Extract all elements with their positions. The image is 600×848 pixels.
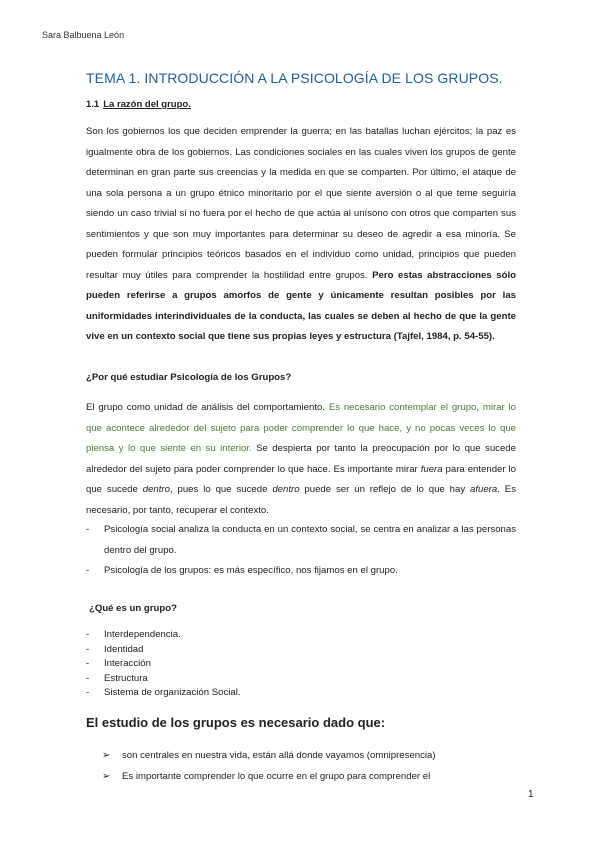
list-item-text: Interacción xyxy=(104,658,151,669)
list-item xyxy=(86,628,241,643)
italic-text: fuera xyxy=(420,463,443,475)
list-item-text: Sistema de organización Social. xyxy=(104,687,241,698)
dash-bullet: - xyxy=(86,643,90,655)
text-span: Se despierta por tanto la preocupación por lo que sucede alrededor del sujeto para poder comprender lo que hace. Es importante mirar xyxy=(86,443,516,475)
list-item xyxy=(86,643,241,658)
question-heading-what: ¿Qué es un grupo? xyxy=(89,603,177,614)
list-item-text: Psicología social analiza la conducta en un contexto social, se centra en analizar a las personas dentro del grupo. xyxy=(104,524,516,556)
list-item-text: Estructura xyxy=(104,672,148,684)
list-item-text: Identidad xyxy=(104,643,144,655)
list-item xyxy=(86,657,241,672)
dash-bullet: - xyxy=(86,524,90,535)
text-span: puede ser un reflejo de lo que hay xyxy=(299,484,471,495)
dash-bullet: - xyxy=(86,565,90,576)
list-item xyxy=(102,745,436,766)
text-span: . Es necesario, por tanto, recuperar el contexto. xyxy=(86,484,516,516)
list-item-text: son centrales en nuestra vida, están allá donde vayamos (omnipresencia) xyxy=(122,750,436,761)
list-item xyxy=(86,561,516,582)
italic-text: dentro xyxy=(272,484,300,495)
arrow-bullet-icon: ➢ xyxy=(102,750,111,761)
paragraph-group-unit xyxy=(86,398,516,521)
list-item xyxy=(86,520,516,561)
dash-bullet: - xyxy=(86,687,90,698)
dash-bullet: - xyxy=(86,672,90,684)
arrow-bullet-icon: ➢ xyxy=(102,771,111,782)
dash-bullet: - xyxy=(86,658,90,669)
italic-text: afuera xyxy=(470,484,498,495)
page-title: TEMA 1. INTRODUCCIÓN A LA PSICOLOGÍA DE LOS GRUPOS. xyxy=(86,70,503,86)
section-label: La razón del grupo. xyxy=(103,99,191,110)
paragraph-intro xyxy=(86,122,516,348)
text-span: El grupo como unidad de análisis del comportamiento. xyxy=(86,402,329,413)
dash-list xyxy=(86,520,516,582)
paragraph-intro-text: Son los gobiernos los que deciden emprender la guerra; en las batallas luchan ejércitos; la paz es igualmente obra de los gobiernos. Las condiciones sociales en las cuales viven los grupos de gente determinan en gran parte sus creencias y la medida en que se comparten. Por último, el ataque de una sola persona a un grupo étnico minoritario por el que siente aversión o al que teme seguiría siendo un caso trivial si no fuera por el hecho de que actúa al unísono con otros que comparten sus sentimientos y que son muy importantes para determinar su deseo de agredir a esa minoría. Se pueden formular principios teóricos basados en el individuo como unidad, principios que pueden resultar muy útiles para comprender la hostilidad entre grupos. xyxy=(86,126,516,281)
text-span: , pues lo que sucede xyxy=(169,484,273,495)
section-heading xyxy=(86,99,191,110)
list-item-text: Interdependencia. xyxy=(104,629,181,640)
list-item xyxy=(86,686,241,701)
page-number: 1 xyxy=(528,789,534,800)
italic-text: dentro xyxy=(142,484,170,495)
list-item-text: Psicología de los grupos: es más específico, nos fijamos en el grupo. xyxy=(104,565,398,576)
question-heading-why: ¿Por qué estudiar Psicología de los Grupos? xyxy=(86,372,292,383)
highlight-text: Es necesario contemplar el grupo, mirar lo que acontece alrededor del sujeto para poder comprender lo que hace, y no pocas veces lo que piensa y lo que siente en su interior. xyxy=(86,402,516,454)
section-number: 1.1 xyxy=(86,99,100,110)
group-characteristics-list xyxy=(86,628,241,701)
section-heading-study: El estudio de los grupos es necesario dado que: xyxy=(86,715,386,730)
list-item xyxy=(102,766,436,787)
list-item xyxy=(86,672,241,687)
header-author: Sara Balbuena León xyxy=(42,30,125,40)
arrow-list xyxy=(102,745,436,787)
text-span: para entender lo que sucede xyxy=(86,463,516,495)
paragraph-intro-bold: Pero estas abstracciones sólo pueden referirse a grupos amorfos de gente y únicamente resultan posibles por las uniformidades interindividuales de la conducta, las cuales se deben al hecho de que la gente vive en un contexto social que tiene sus propias leyes y estructura (Tajfel, 1984, p. 54-55). xyxy=(86,269,516,342)
dash-bullet: - xyxy=(86,629,90,640)
list-item-text: Es importante comprender lo que ocurre en el grupo para comprender el xyxy=(122,771,431,782)
